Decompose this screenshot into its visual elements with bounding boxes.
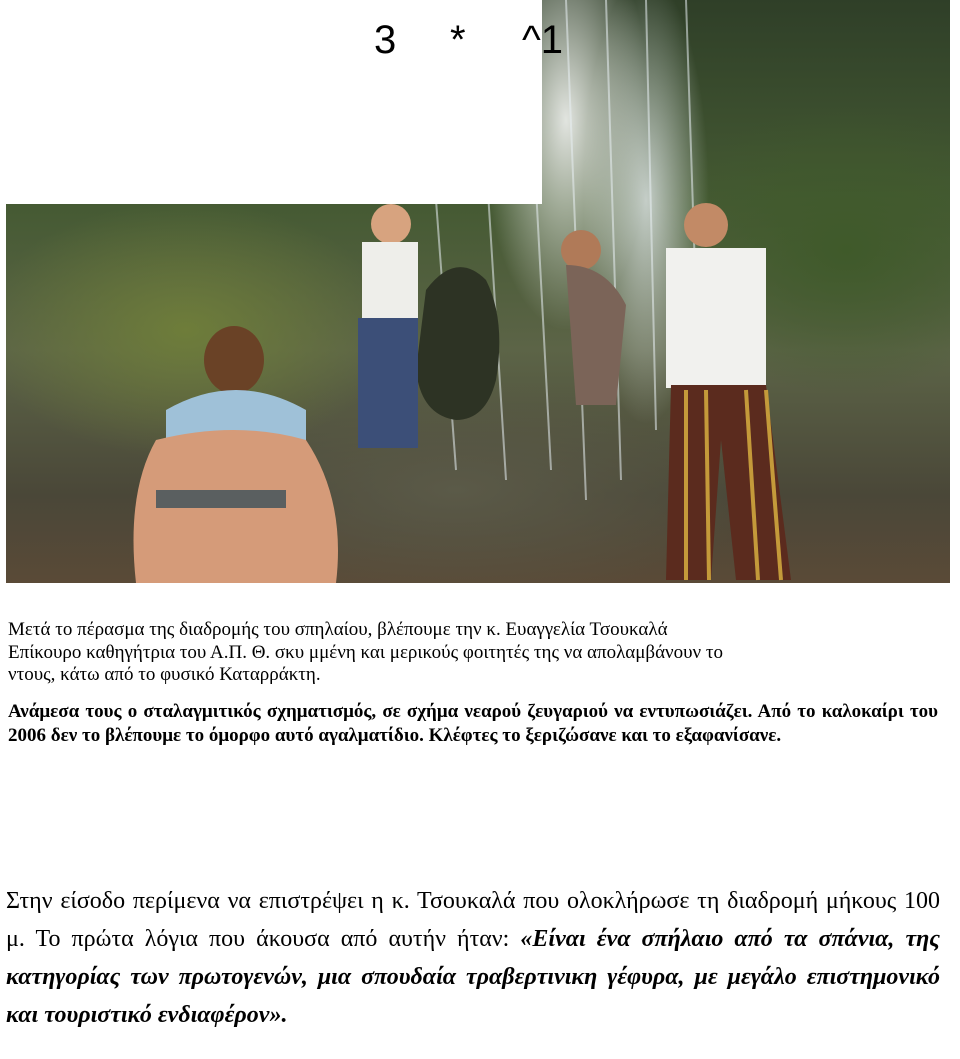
photo-mark-number: 3 [374,18,397,62]
waterfall-photo [6,0,950,583]
bikini-strap [156,490,286,508]
man2-shirt [666,248,766,388]
stalagmite-figure [416,267,499,420]
girl-jeans [358,318,418,448]
man1-body [566,265,626,405]
caption-line-1: Μετά το πέρασμα της διαδρομής του σπηλαίου, βλέπουμε την κ. Ευαγγελία Τσουκαλά [8,619,668,640]
woman-head [204,326,264,394]
man1-head [561,230,601,270]
man2-head [684,203,728,247]
photo-caption [8,619,938,687]
caption-bold-paragraph: Ανάμεσα τους ο σταλαγμιτικός σχηματισμός, σε σχήμα νεαρού ζευγαριού να εντυπωσιάζει. Από το καλοκαίρι του 2006 δεν το βλέπουμε το όμορφο αυτό αγαλματίδιο. Κλέφτες το ξεριζώσανε και το εξαφανίσανε. [8,701,938,746]
girl-shirt [362,242,418,320]
caption-line-3: ντους, κάτω από το φυσικό Καταρράκτη. [8,664,321,685]
caption-line-2: Επίκουρο καθηγήτρια του Α.Π. Θ. σκυ μμένη και μερικούς φοιτητές της να απολαμβάνουν το [8,641,724,663]
photo-mark-caret: ^1 [522,18,564,62]
girl-head [371,204,411,244]
photo-mark-asterisk: * [450,18,466,62]
body-quote: «Είναι ένα σπήλαιο από τα σπάνια, της κατηγορίας των πρωτογενών, μια σπουδαία τραβερτινικη γέφυρα, με μεγάλο επιστημονικό και τουριστικό ενδιαφέρον». [6,926,941,1028]
body-plain-text: Στην είσοδο περίμενα να επιστρέψει η κ. Τσουκαλά που ολοκλήρωσε τη διαδρομή μήκους 100 μ. Το πρώτα λόγια που άκουσα από αυτήν ήταν: [6,888,940,952]
body-paragraph [6,882,940,1034]
